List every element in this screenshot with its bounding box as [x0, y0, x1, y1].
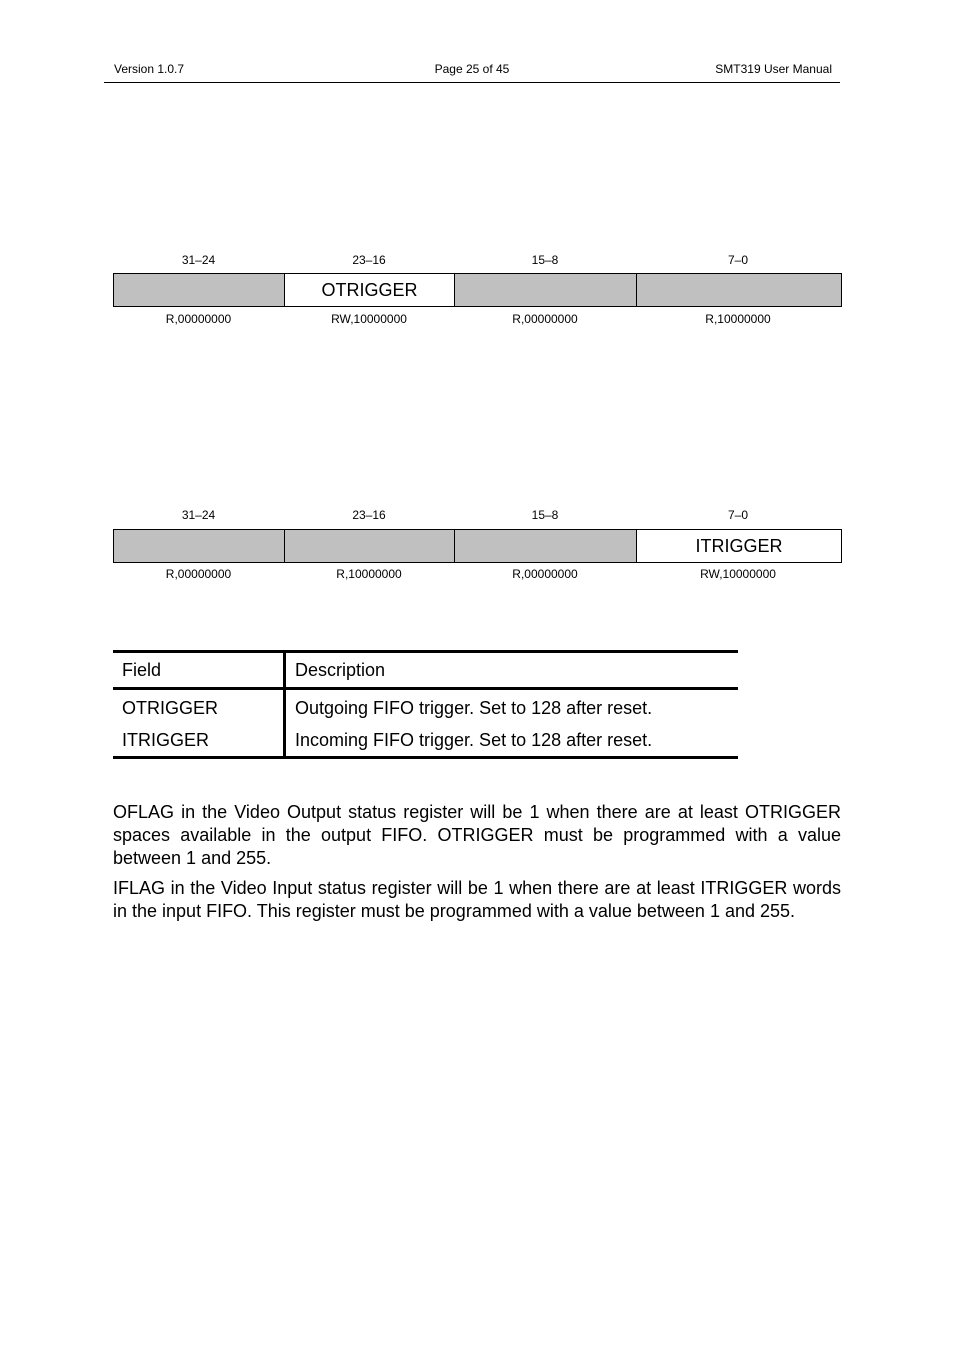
register-cell-otrigger: OTRIGGER — [285, 274, 455, 306]
field-description-cell: Outgoing FIFO trigger. Set to 128 after reset. — [295, 697, 653, 718]
register-cell-reserved — [114, 274, 285, 306]
header-manual-title: SMT319 User Manual — [715, 62, 832, 76]
header-page-number: Page 25 of 45 — [434, 62, 510, 76]
bit-range-label: 7–0 — [727, 508, 749, 522]
body-paragraph-iflag: IFLAG in the Video Input status register will be 1 when there are at least ITRIGGER words in the input FIFO. This register must be programmed with a value between 1 and 255. — [113, 878, 841, 921]
bit-range-label: 15–8 — [531, 508, 559, 522]
table-row — [113, 689, 738, 725]
register-cells — [113, 273, 842, 307]
access-label: R,10000000 — [336, 567, 402, 581]
register-cell-reserved — [114, 530, 285, 562]
body-paragraph-oflag: OFLAG in the Video Output status register will be 1 when there are at least OTRIGGER spaces available in the output FIFO. OTRIGGER must be programmed with a value between 1 and 255. — [113, 802, 841, 868]
bit-ranges — [113, 508, 842, 524]
column-header-description: Description — [285, 652, 739, 689]
page-header — [104, 62, 840, 83]
table-row — [113, 724, 738, 758]
field-name-cell: OTRIGGER — [113, 689, 285, 725]
bit-ranges — [113, 253, 842, 269]
access-label: R,00000000 — [512, 312, 578, 326]
access-label: R,00000000 — [165, 567, 232, 581]
access-values — [113, 567, 842, 583]
column-header-field: Field — [113, 652, 285, 689]
register-cell-itrigger: ITRIGGER — [637, 530, 841, 562]
access-label: RW,10000000 — [700, 567, 776, 581]
table-header-row — [113, 652, 738, 689]
register-cell-reserved — [637, 274, 841, 306]
bit-range-label: 23–16 — [352, 508, 386, 522]
field-description-cell: Incoming FIFO trigger. Set to 128 after reset. — [285, 724, 739, 758]
register-cell-reserved — [455, 274, 637, 306]
field-name-cell: ITRIGGER — [113, 724, 285, 758]
access-label: R,10000000 — [705, 312, 771, 326]
access-label: R,00000000 — [512, 567, 578, 581]
bit-range-label: 31–24 — [181, 508, 216, 522]
access-label: RW,10000000 — [331, 312, 407, 326]
register-diagram-otrigger — [113, 253, 842, 328]
bit-range-label: 7–0 — [727, 253, 749, 267]
register-cell-reserved — [285, 530, 455, 562]
register-diagram-itrigger — [113, 508, 842, 583]
bit-range-label: 31–24 — [181, 253, 216, 267]
bit-range-label: 23–16 — [352, 253, 386, 267]
header-version: Version 1.0.7 — [114, 62, 185, 76]
field-description-table — [113, 650, 738, 759]
bit-range-label: 15–8 — [531, 253, 559, 267]
access-label: R,00000000 — [165, 312, 232, 326]
register-cell-reserved — [455, 530, 637, 562]
access-values — [113, 312, 842, 328]
register-cells — [113, 529, 842, 563]
